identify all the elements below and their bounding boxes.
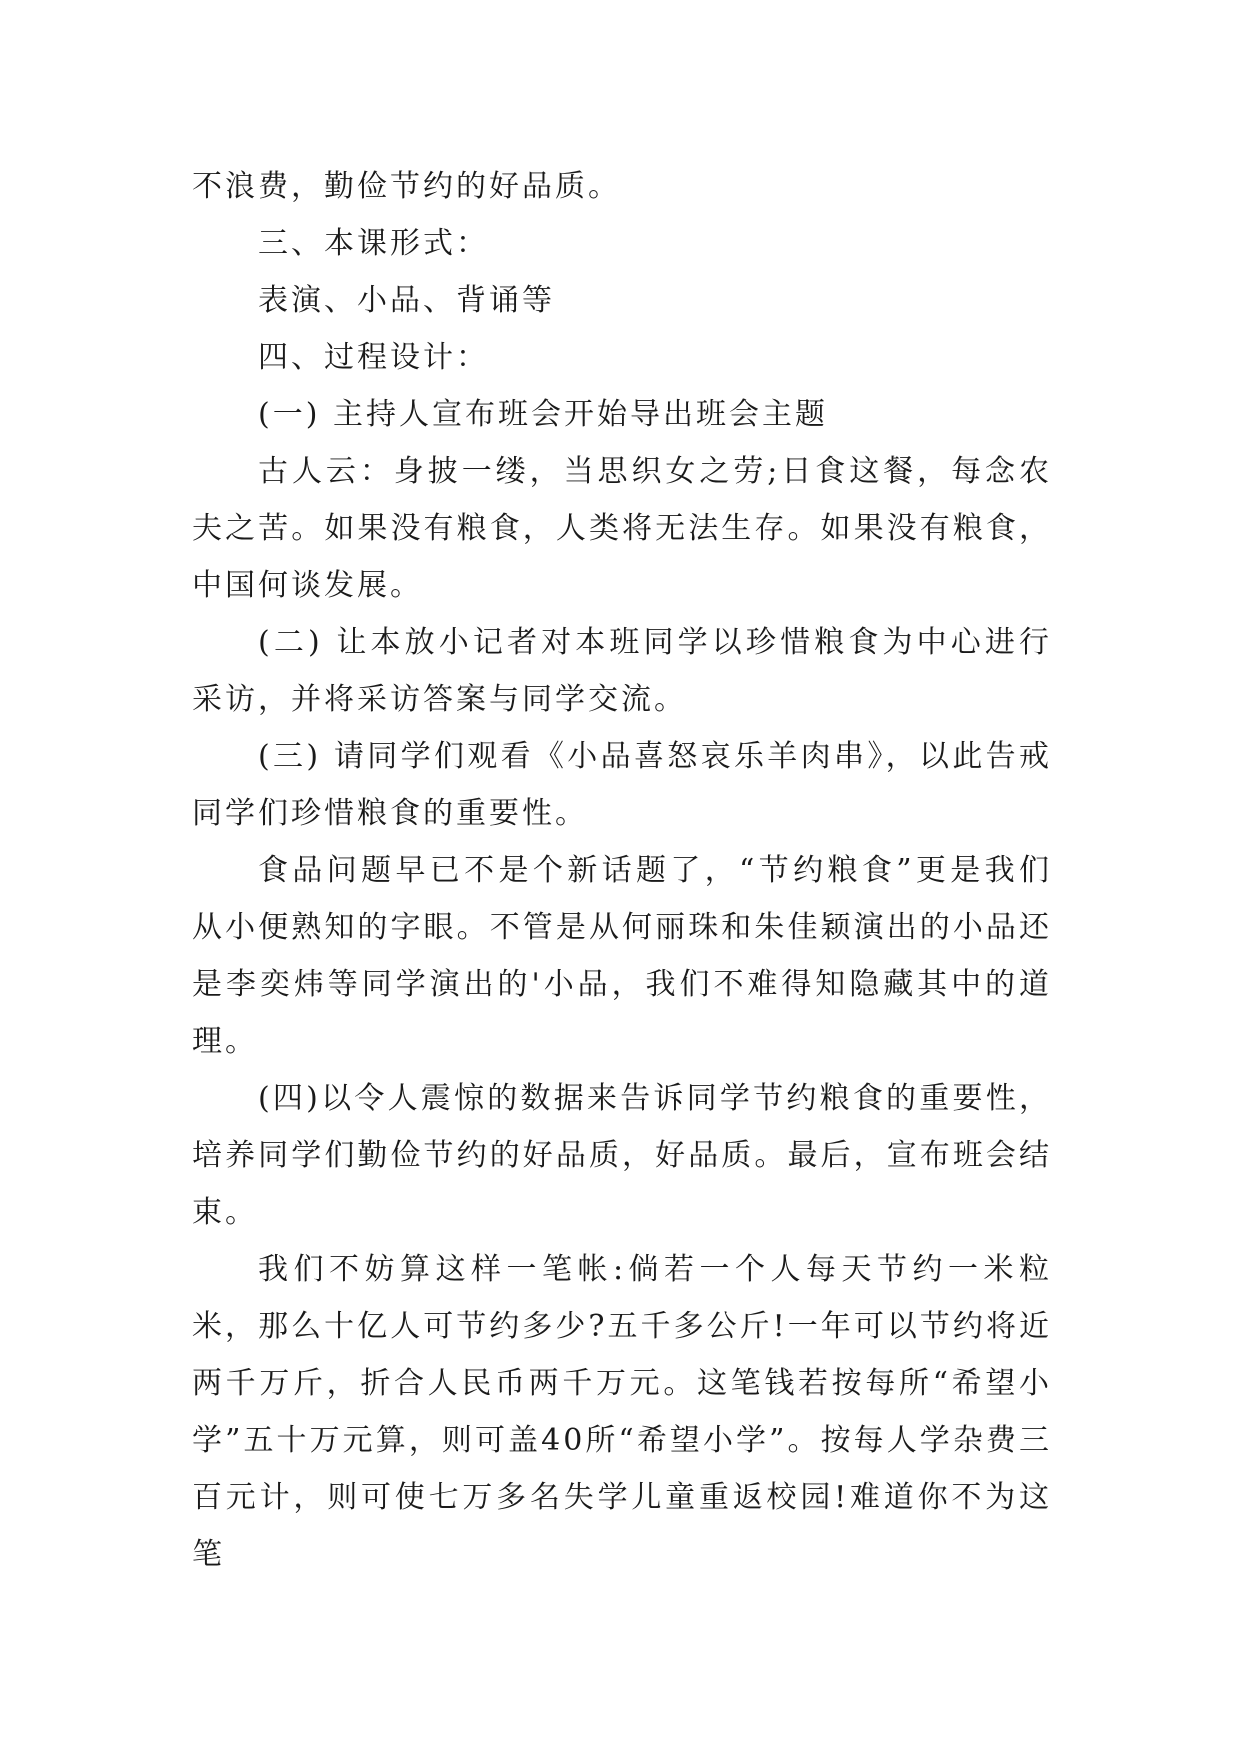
document-body <box>192 158 1052 1583</box>
paragraph-step-one: (一) 主持人宣布班会开始导出班会主题 <box>258 397 828 432</box>
paragraph-ancient-saying: 古人云：身披一缕，当思织女之劳;日食这餐，每念农夫之苦。如果没有粮食，人类将无法生存。如果没有粮食，中国何谈发展。 <box>192 454 1052 603</box>
paragraph-step-four: (四)以令人震惊的数据来告诉同学节约粮食的重要性，培养同学们勤俭节约的好品质，好品质。最后，宣布班会结束。 <box>192 1081 1052 1230</box>
paragraph-food-topic: 食品问题早已不是个新话题了，“节约粮食”更是我们从小便熟知的字眼。不管是从何丽珠和朱佳颖演出的小品还是李奕炜等同学演出的'小品，我们不难得知隐藏其中的道理。 <box>192 853 1052 1059</box>
paragraph-continuation: 不浪费，勤俭节约的好品质。 <box>192 169 621 204</box>
section-heading-process-design: 四、过程设计： <box>258 340 489 375</box>
paragraph-step-two: (二) 让本放小记者对本班同学以珍惜粮食为中心进行采访，并将采访答案与同学交流。 <box>192 625 1052 717</box>
paragraph-calculation: 我们不妨算这样一笔帐:倘若一个人每天节约一米粒米，那么十亿人可节约多少?五千多公斤!一年可以节约将近两千万斤，折合人民币两千万元。这笔钱若按每所“希望小学”五十万元算，则可盖40所“希望小学”。按每人学杂费三百元计，则可使七万多名失学儿童重返校园!难道你不为这笔 <box>192 1252 1052 1572</box>
paragraph-step-three: (三) 请同学们观看《小品喜怒哀乐羊肉串》，以此告戒同学们珍惜粮食的重要性。 <box>192 739 1052 831</box>
paragraph-course-format: 表演、小品、背诵等 <box>258 283 555 318</box>
section-heading-course-format: 三、本课形式： <box>258 226 489 261</box>
